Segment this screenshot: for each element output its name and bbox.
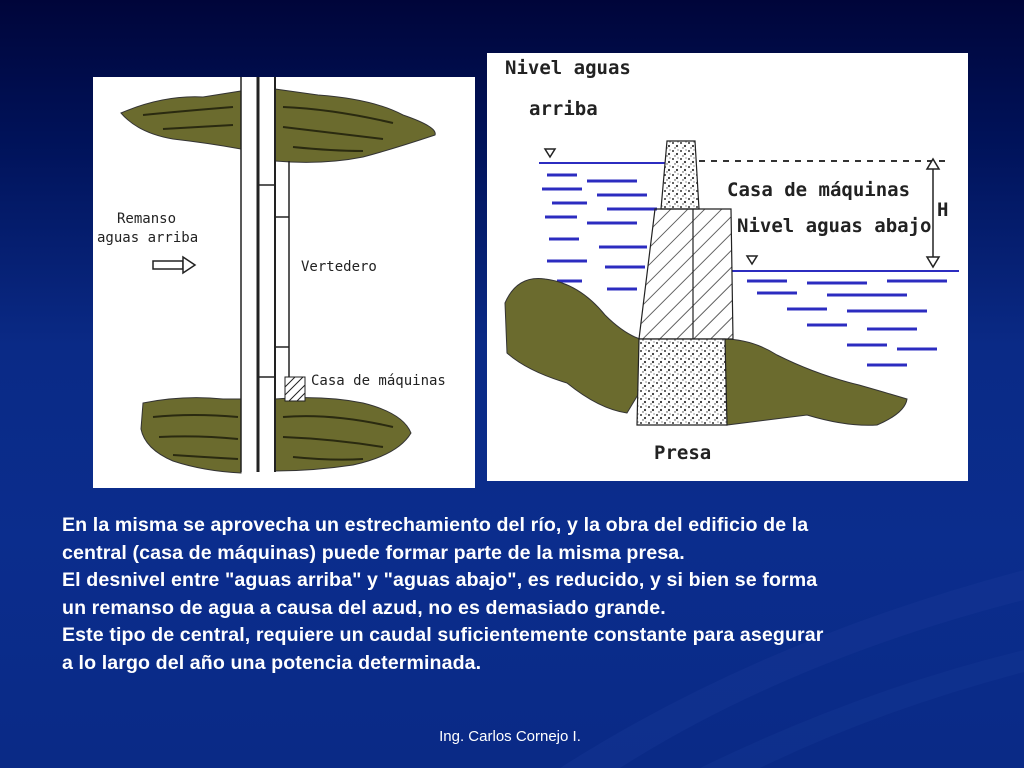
body-line-6: a lo largo del año una potencia determinada. <box>62 651 482 674</box>
terrain-top-left <box>121 91 241 149</box>
label-casa-maquinas-right: Casa de máquinas <box>727 179 911 201</box>
terrain-left <box>505 279 647 414</box>
label-casa-maquinas-left: Casa de máquinas <box>311 373 446 389</box>
label-vertedero: Vertedero <box>301 259 377 275</box>
description-text <box>62 512 982 677</box>
body-line-4: un remanso de agua a causa del azud, no es demasiado grande. <box>62 596 666 619</box>
label-remanso: Remanso <box>117 211 177 227</box>
label-nivel-aguas-arriba-2: arriba <box>529 98 598 120</box>
downstream-water-lines <box>747 281 947 365</box>
plan-view-drawing <box>93 77 475 488</box>
dam-body <box>639 209 733 339</box>
label-nivel-aguas-arriba-1: Nivel aguas <box>505 57 631 79</box>
footer-author: Ing. Carlos Cornejo I. <box>439 728 581 745</box>
dam-foundation <box>637 339 727 425</box>
body-line-2: central (casa de máquinas) puede formar parte de la misma presa. <box>62 541 685 564</box>
label-nivel-aguas-abajo: Nivel aguas abajo <box>737 215 932 237</box>
powerhouse-block <box>285 377 305 401</box>
flow-arrow-icon <box>153 257 195 273</box>
label-h: H <box>937 199 949 221</box>
terrain-right <box>723 339 907 425</box>
section-view-diagram <box>487 53 968 481</box>
label-presa: Presa <box>654 442 712 464</box>
label-aguas-arriba: aguas arriba <box>97 230 199 246</box>
plan-view-diagram <box>93 77 475 488</box>
upstream-level-triangle-icon <box>545 149 555 157</box>
body-line-1: En la misma se aprovecha un estrechamiento del río, y la obra del edificio de la <box>62 514 809 536</box>
body-line-5: Este tipo de central, requiere un caudal suficientemente constante para asegurar <box>62 624 824 646</box>
dam-crest <box>661 141 699 209</box>
footer <box>0 728 1024 745</box>
terrain-bottom-left <box>141 398 241 473</box>
body-line-3: El desnivel entre "aguas arriba" y "aguas abajo", es reducido, y si bien se forma <box>62 569 818 591</box>
downstream-level-triangle-icon <box>747 256 757 264</box>
upstream-water-lines <box>542 175 657 289</box>
